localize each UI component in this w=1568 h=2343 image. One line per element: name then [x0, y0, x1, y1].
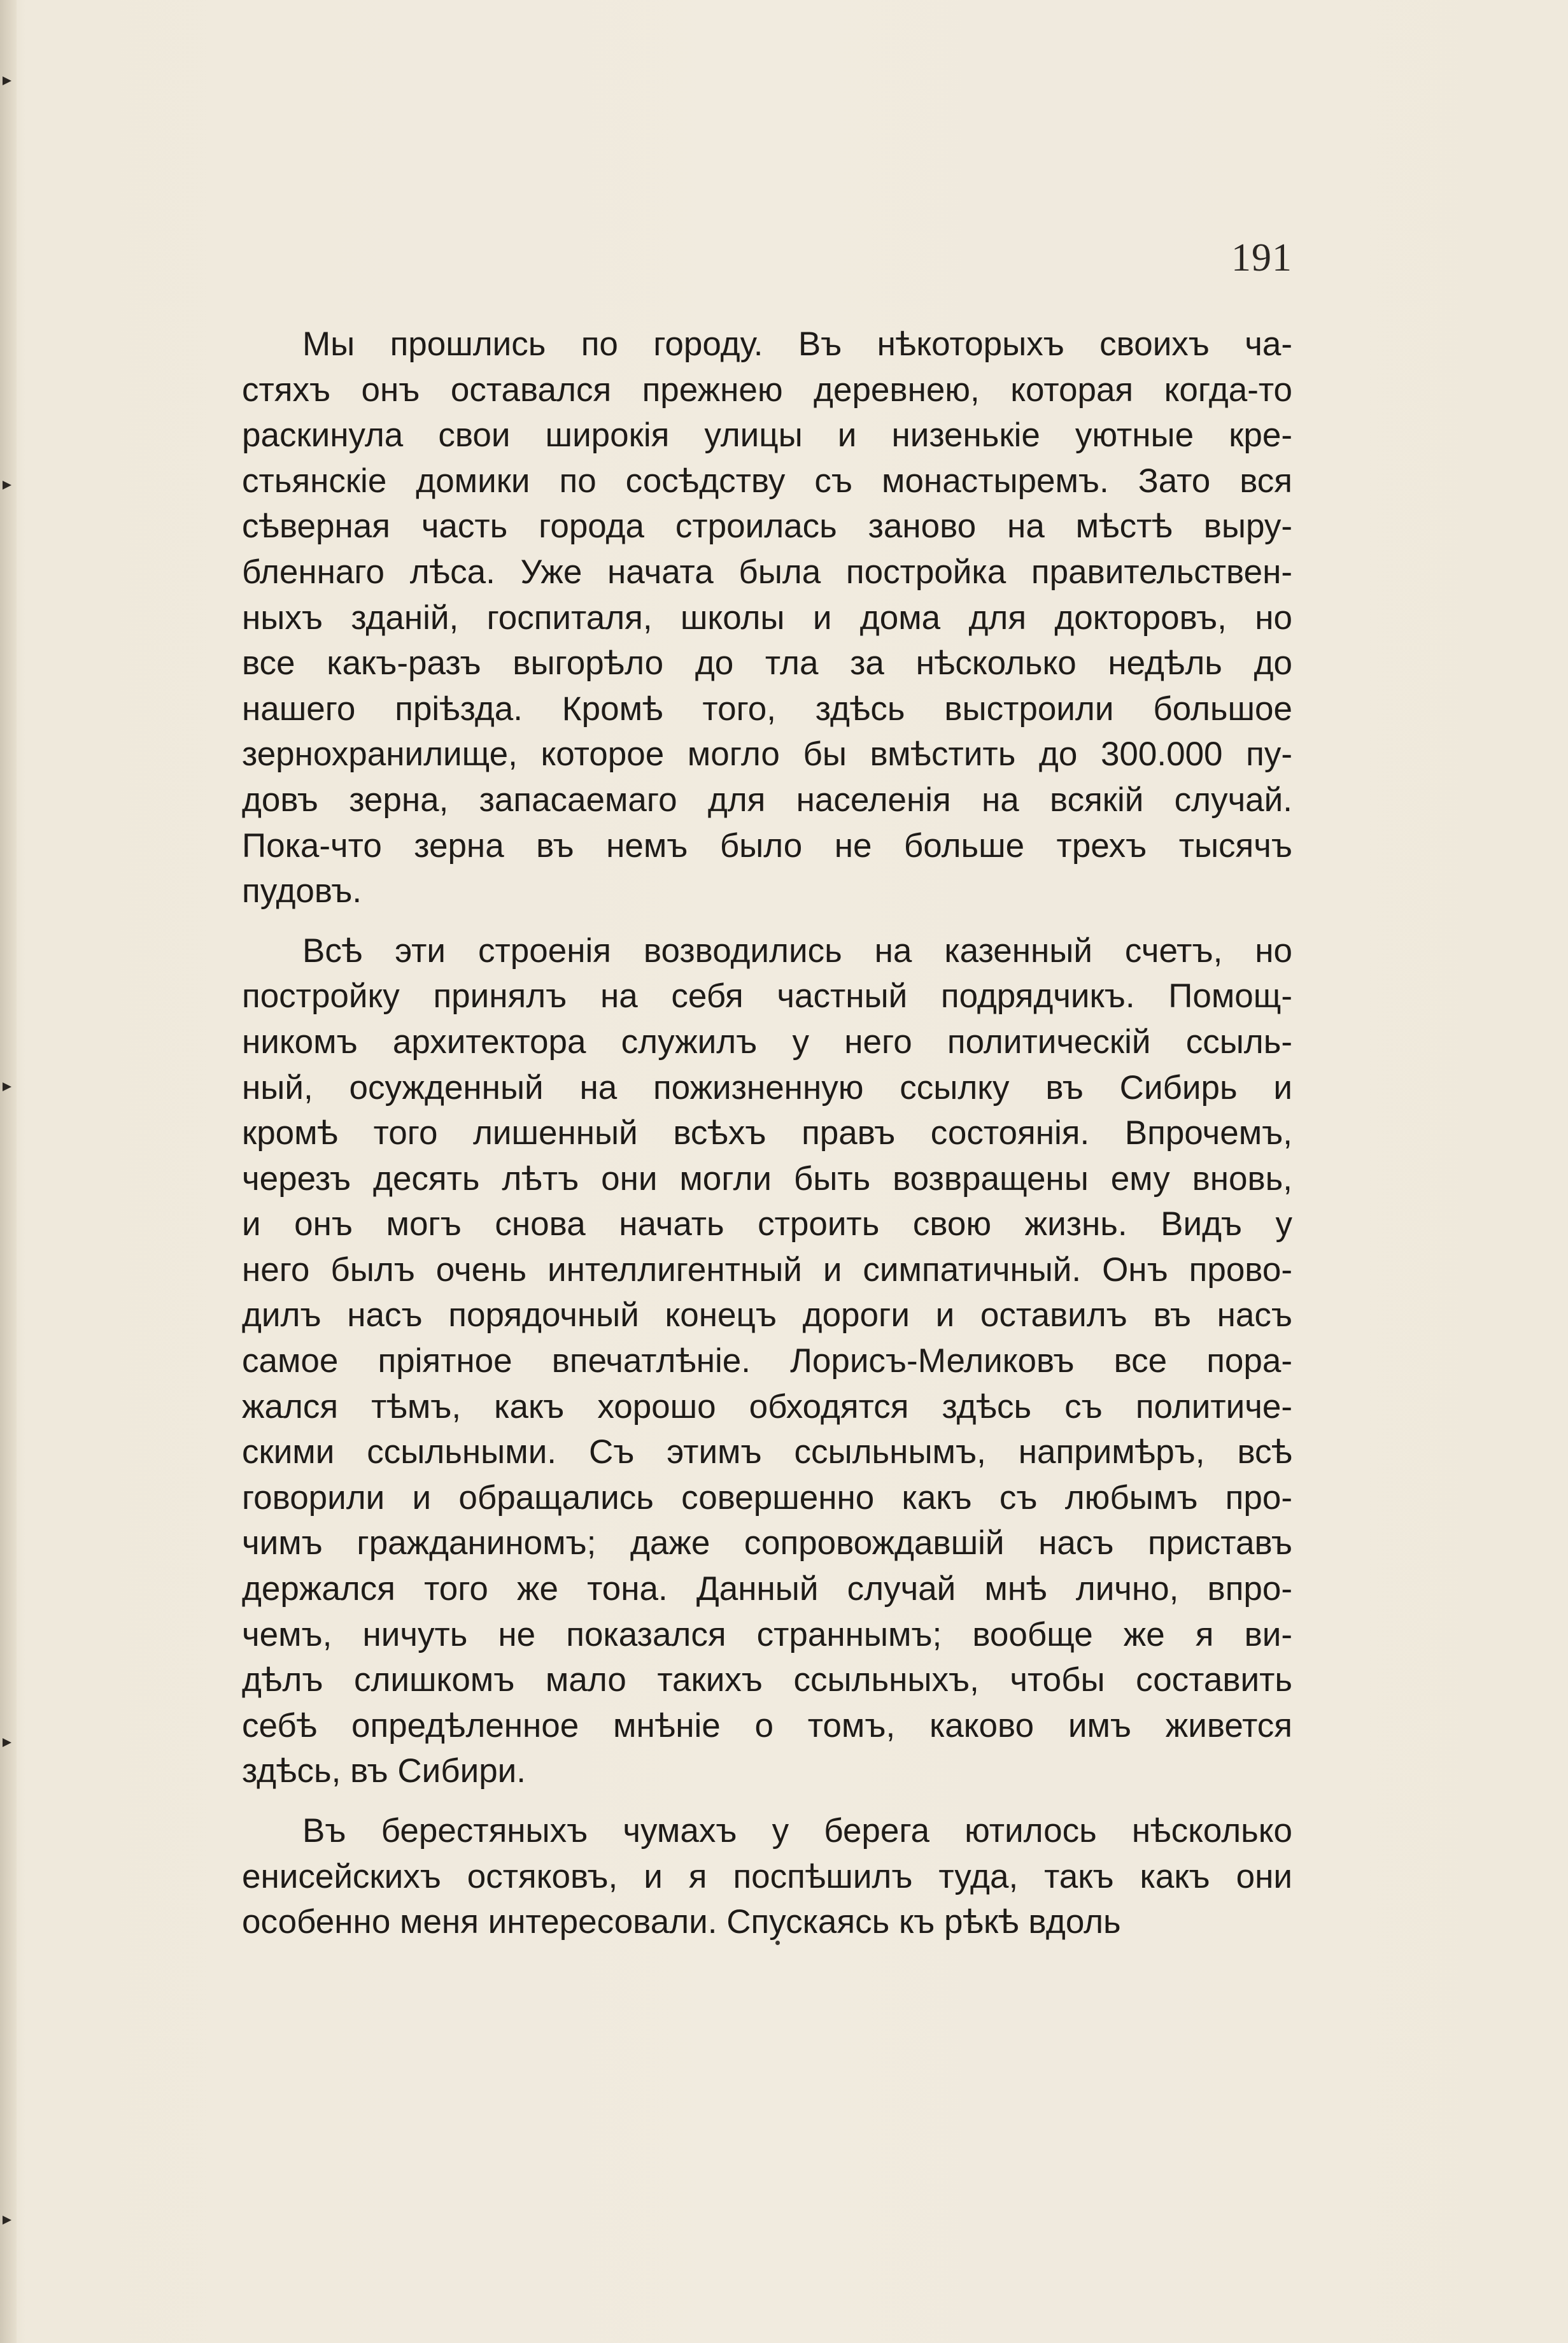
text-line: особенно меня интересовали. Спускаясь къ рѣкѣ вдоль — [242, 1903, 1121, 1941]
paragraph — [242, 322, 1292, 914]
text-line: ныхъ зданій, госпиталя, школы и дома для докторовъ, но — [242, 598, 1292, 637]
page-number: 191 — [1231, 236, 1292, 280]
text-line: енисейскихъ остяковъ, и я поспѣшилъ туда, такъ какъ они — [242, 1857, 1292, 1895]
text-line: держался того же тона. Данный случай мнѣ лично, впро- — [242, 1570, 1292, 1608]
text-line: ный, осужденный на пожизненную ссылку въ Сибирь и — [242, 1068, 1292, 1107]
text-line: чемъ, ничуть не показался страннымъ; вообще же я ви- — [242, 1615, 1292, 1653]
paragraph — [242, 928, 1292, 1794]
printer-dot — [775, 1941, 780, 1945]
text-line: довъ зерна, запасаемаго для населенія на всякій случай. — [242, 781, 1292, 819]
text-line: нашего пріѣзда. Кромѣ того, здѣсь выстроили большое — [242, 690, 1292, 728]
text-line: черезъ десять лѣтъ они могли быть возвращены ему вновь, — [242, 1159, 1292, 1198]
text-line: Мы прошлись по городу. Въ нѣкоторыхъ своихъ ча- — [302, 325, 1292, 363]
text-line: Пока-что зерна въ немъ было не больше трехъ тысячъ — [242, 826, 1292, 865]
text-line: и онъ могъ снова начать строить свою жизнь. Видъ у — [242, 1205, 1292, 1243]
text-line: чимъ гражданиномъ; даже сопровождавшій насъ приставъ — [242, 1524, 1292, 1562]
body-text — [242, 322, 1292, 1959]
text-line: дѣлъ слишкомъ мало такихъ ссыльныхъ, чтобы составить — [242, 1661, 1292, 1699]
text-line: раскинула свои широкія улицы и низенькіе уютные кре- — [242, 416, 1292, 455]
paragraph — [242, 1808, 1292, 1945]
text-line: скими ссыльными. Съ этимъ ссыльнымъ, напримѣръ, всѣ — [242, 1433, 1292, 1471]
text-line: дилъ насъ порядочный конецъ дороги и оставилъ въ насъ — [242, 1296, 1292, 1334]
text-line: бленнаго лѣса. Уже начата была постройка правительствен- — [242, 553, 1292, 591]
text-line: здѣсь, въ Сибири. — [242, 1752, 526, 1790]
text-line: сѣверная часть города строилась заново на мѣстѣ выру- — [242, 507, 1292, 546]
text-line: все какъ-разъ выгорѣло до тла за нѣсколько недѣль до — [242, 644, 1292, 683]
text-line: говорили и обращались совершенно какъ съ любымъ про- — [242, 1478, 1292, 1517]
text-line: жался тѣмъ, какъ хорошо обходятся здѣсь съ политиче- — [242, 1387, 1292, 1426]
text-line: кромѣ того лишенный всѣхъ правъ состоянія. Впрочемъ, — [242, 1114, 1292, 1152]
text-line: Всѣ эти строенія возводились на казенный счетъ, но — [302, 931, 1292, 970]
text-line: никомъ архитектора служилъ у него политическій ссыль- — [242, 1023, 1292, 1061]
text-line: него былъ очень интеллигентный и симпатичный. Онъ прово- — [242, 1250, 1292, 1289]
text-line: Въ берестяныхъ чумахъ у берега ютилось нѣсколько — [302, 1812, 1292, 1850]
text-line: самое пріятное впечатлѣніе. Лорисъ-Меликовъ все пора- — [242, 1342, 1292, 1380]
text-line: стьянскіе домики по сосѣдству съ монастыремъ. Зато вся — [242, 462, 1292, 500]
text-line: себѣ опредѣленное мнѣніе о томъ, каково имъ живется — [242, 1706, 1292, 1745]
binding-edge — [0, 0, 17, 2343]
text-line: зернохранилище, которое могло бы вмѣстить до 300.000 пу- — [242, 735, 1292, 774]
text-line: стяхъ онъ оставался прежнею деревнею, которая когда-то — [242, 371, 1292, 409]
text-line: постройку принялъ на себя частный подрядчикъ. Помощ- — [242, 977, 1292, 1016]
text-line: пудовъ. — [242, 872, 362, 910]
